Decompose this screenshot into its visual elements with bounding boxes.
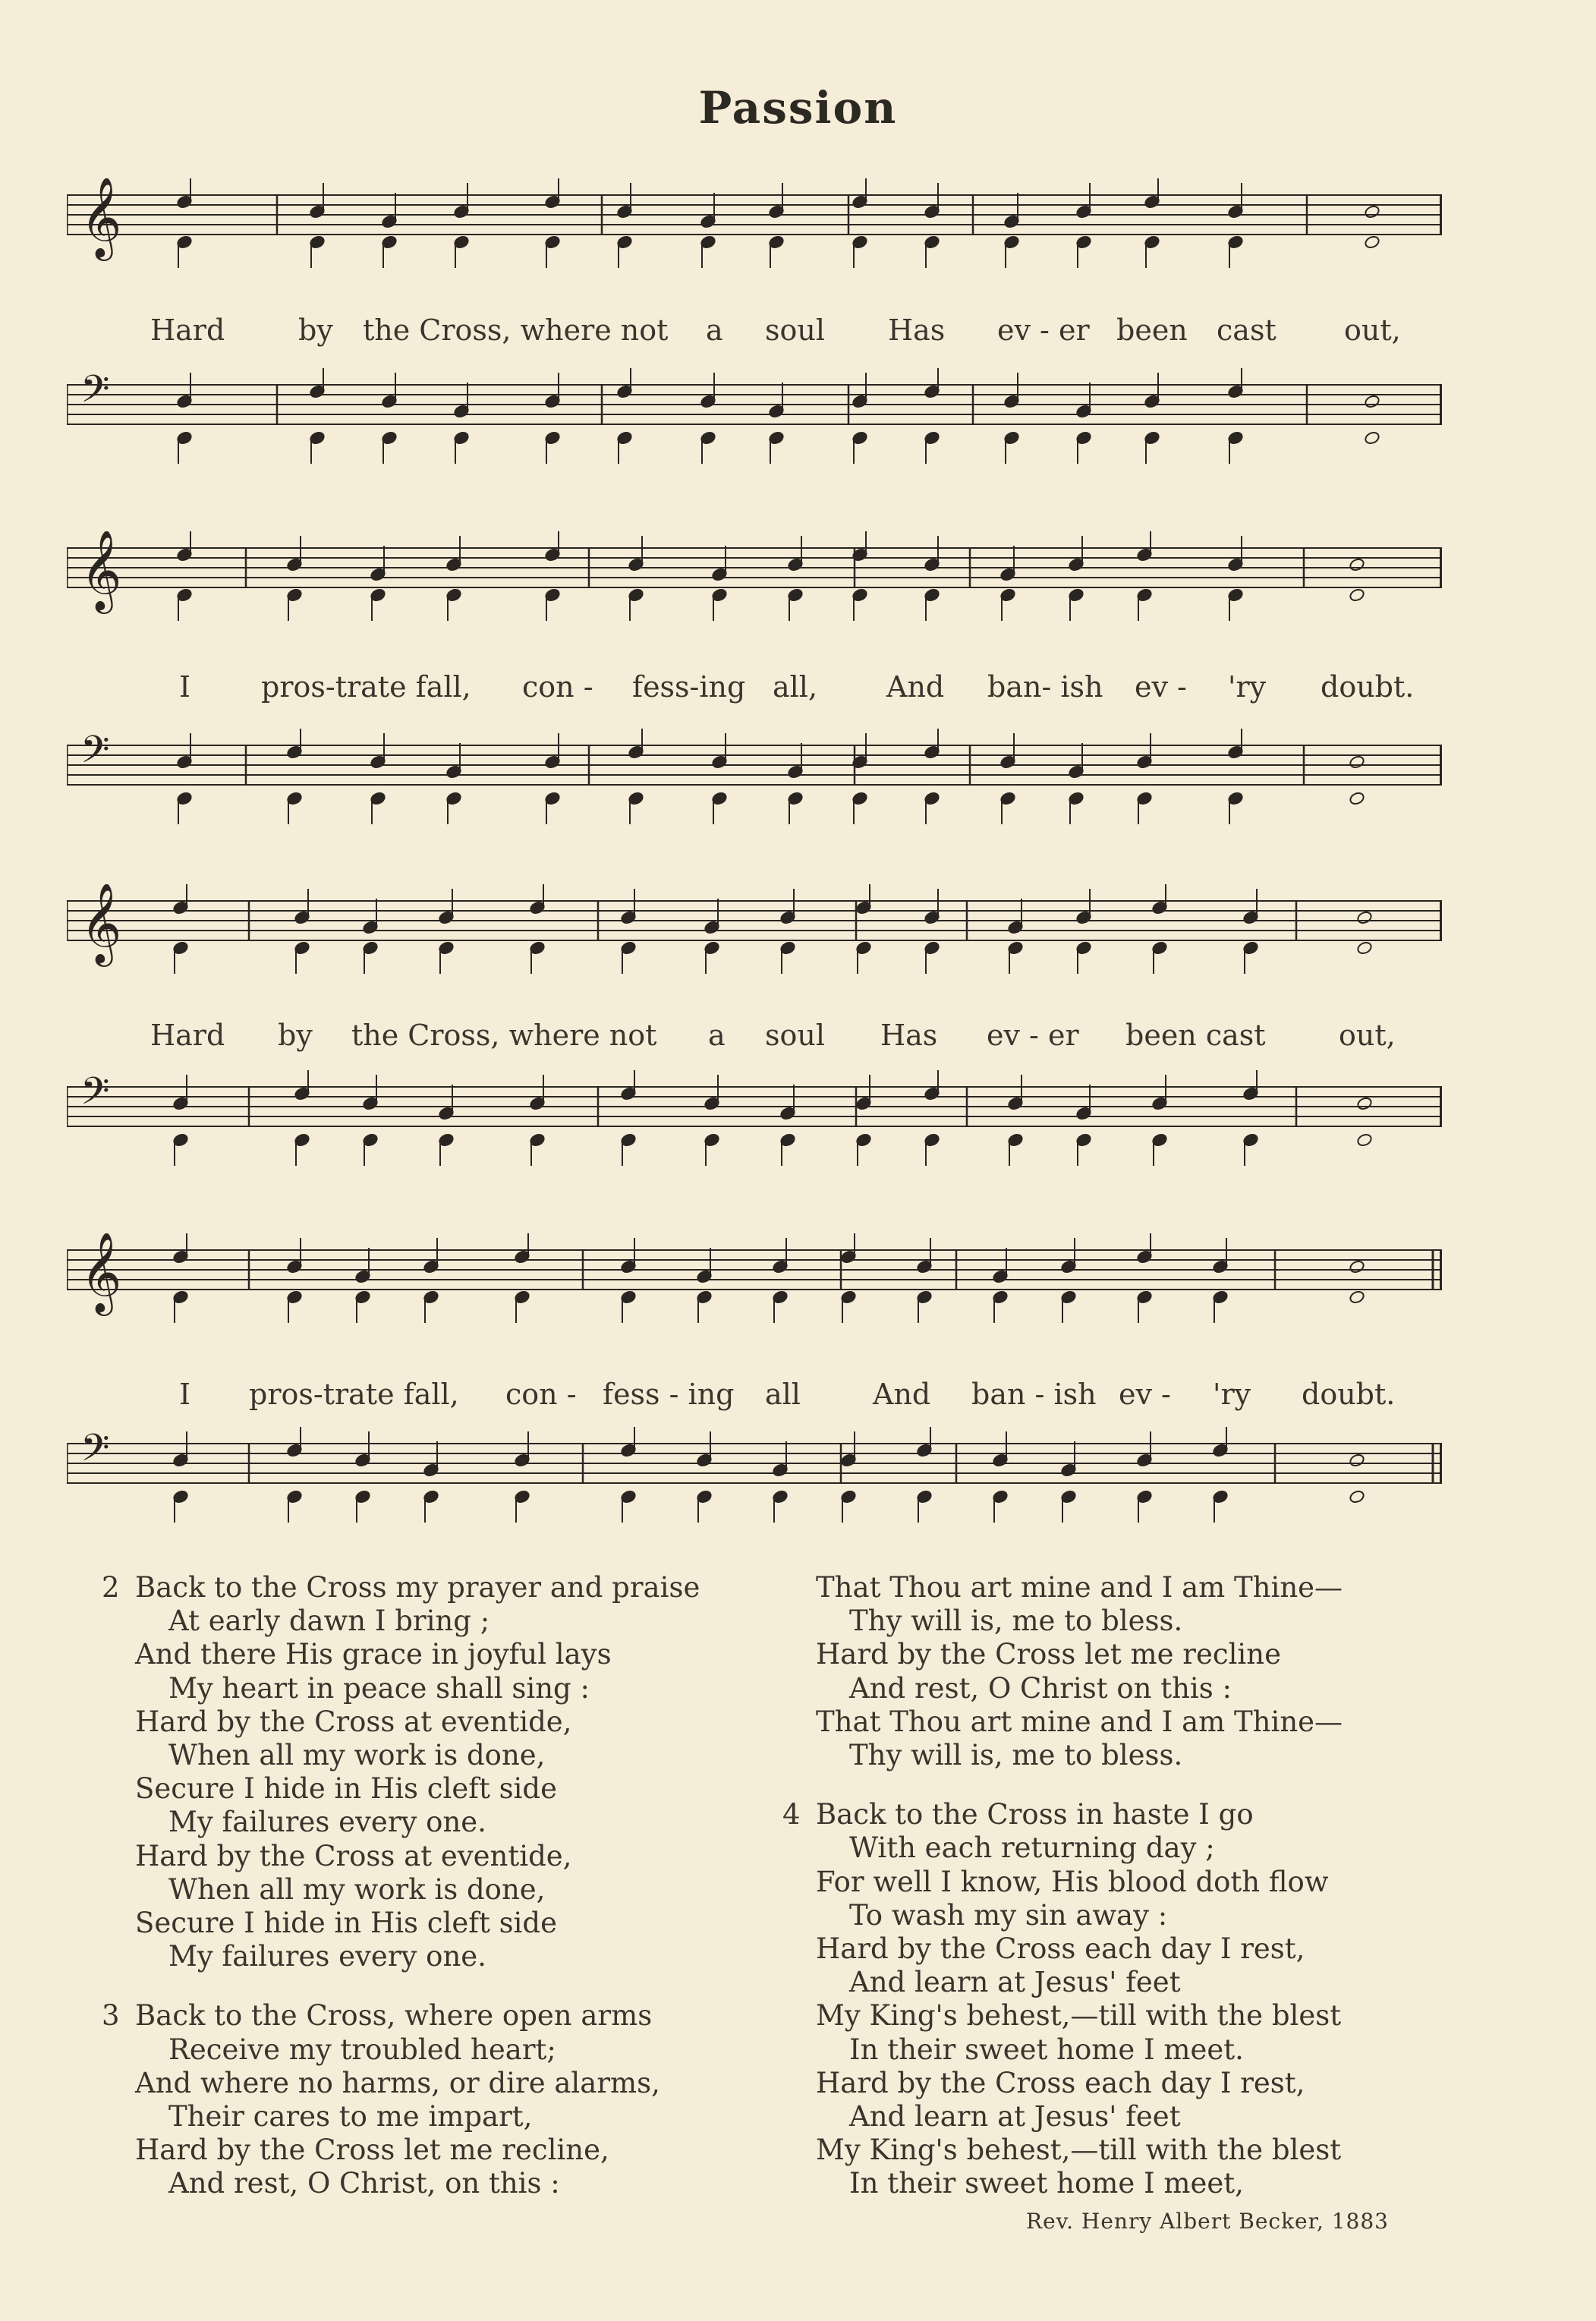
stanza-3-continued: [816, 1571, 1453, 1772]
lyric-word: soul: [765, 1019, 826, 1052]
treble-staff: [67, 178, 1442, 292]
lyric-word: pros-trate fall,: [261, 670, 471, 704]
bass-clef-icon: 𝄢: [80, 1070, 110, 1123]
lyric-word: the Cross, where not: [351, 1019, 657, 1052]
lyric-word: out,: [1344, 313, 1401, 347]
verse-line: My heart in peace shall sing :: [168, 1671, 590, 1705]
verse-line: And where no harms, or dire alarms,: [135, 2066, 660, 2099]
stanza-3: [102, 1999, 773, 2200]
lyric-word: 'ry: [1228, 670, 1267, 704]
verse-line: Receive my troubled heart;: [168, 2033, 556, 2066]
treble-clef-icon: 𝄞: [80, 531, 122, 610]
verse-line: Their cares to me impart,: [168, 2100, 533, 2134]
stanza-number: 3: [102, 1999, 120, 2033]
stanza-number: 4: [782, 1798, 801, 1831]
treble-clef-icon: 𝄞: [80, 178, 122, 257]
note-head: [1364, 204, 1380, 219]
lyrics-line-4: [67, 1378, 1442, 1423]
lyric-word: fess-ing: [632, 670, 746, 704]
verse-line: Thy will is, me to bless.: [849, 1739, 1183, 1772]
lyric-word: I: [179, 1378, 191, 1411]
verse-line: Hard by the Cross each day I rest,: [816, 2066, 1305, 2099]
treble-staff: [67, 884, 1442, 998]
lyric-word: Hard: [150, 1019, 225, 1052]
lyric-word: the Cross, where not: [363, 313, 669, 347]
treble-clef-icon: 𝄞: [80, 884, 122, 963]
verse-line: My failures every one.: [168, 1940, 486, 1973]
bass-staff: [67, 1070, 1442, 1192]
lyric-word: ev -: [1135, 670, 1187, 704]
verse-line: Secure I hide in His cleft side: [135, 1907, 557, 1940]
note-head: [1364, 430, 1380, 445]
note-head: [1349, 791, 1365, 805]
verse-line: To wash my sin away :: [849, 1898, 1168, 1932]
lyric-word: by: [298, 313, 333, 347]
treble-clef-icon: 𝄞: [80, 1233, 122, 1312]
verse-line: My King's behest,—till with the blest: [816, 1999, 1342, 2033]
lyric-word: 'ry: [1213, 1378, 1251, 1411]
lyrics-line-3: [67, 1019, 1442, 1064]
verse-line: My King's behest,—till with the blest: [816, 2134, 1342, 2167]
verse-line: And learn at Jesus' feet: [849, 2100, 1181, 2134]
lyric-word: I: [179, 670, 191, 704]
verses-left-column: [102, 1571, 773, 2227]
note-head: [1349, 557, 1365, 572]
verse-line: And there His grace in joyful lays: [135, 1638, 612, 1671]
lyric-word: And: [886, 670, 945, 704]
lyric-word: ban- ish: [987, 670, 1103, 704]
verse-line: With each returning day ;: [849, 1831, 1215, 1865]
note-head: [1364, 394, 1380, 408]
lyric-word: ev -: [1119, 1378, 1171, 1411]
verse-line: Hard by the Cross each day I rest,: [816, 1932, 1305, 1966]
lyric-word: been: [1116, 313, 1188, 347]
verse-line: My failures every one.: [168, 1806, 486, 1839]
lyric-word: Has: [880, 1019, 938, 1052]
lyric-word: doubt.: [1321, 670, 1415, 704]
lyric-word: by: [278, 1019, 313, 1052]
note-head: [1349, 1259, 1365, 1274]
hymn-title: Passion: [698, 82, 898, 134]
bass-staff: [67, 1427, 1442, 1556]
author-credit: Rev. Henry Albert Becker, 1883: [1025, 2209, 1389, 2234]
verse-line: Secure I hide in His cleft side: [135, 1772, 557, 1806]
verse-line: And rest, O Christ, on this :: [168, 2167, 560, 2200]
verse-line: Back to the Cross in haste I go: [816, 1798, 1254, 1831]
stanza-4: [782, 1798, 1453, 2200]
note-head: [1356, 1132, 1373, 1147]
lyric-word: all: [765, 1378, 801, 1411]
lyric-word: ban - ish: [971, 1378, 1097, 1411]
verse-line: At early dawn I bring ;: [168, 1605, 490, 1638]
lyric-word: been cast: [1125, 1019, 1266, 1052]
verse-line: When all my work is done,: [168, 1872, 546, 1906]
verse-line: That Thou art mine and I am Thine—: [816, 1571, 1343, 1604]
lyric-word: a: [708, 1019, 726, 1052]
bass-staff: [67, 729, 1442, 827]
bass-clef-icon: 𝄢: [80, 368, 110, 420]
verse-line: Hard by the Cross let me recline,: [135, 2134, 609, 2167]
verse-line: For well I know, His blood doth flow: [816, 1865, 1329, 1898]
lyrics-line-2: [67, 670, 1442, 716]
lyric-word: cast: [1217, 313, 1276, 347]
bass-clef-icon: 𝄢: [80, 729, 110, 781]
note-head: [1349, 754, 1365, 769]
verse-line: Back to the Cross my prayer and praise: [135, 1571, 700, 1604]
bass-staff: [67, 368, 1442, 467]
treble-staff: [67, 531, 1442, 645]
lyric-word: Hard: [150, 313, 225, 347]
lyric-word: all,: [773, 670, 818, 704]
note-head: [1356, 1096, 1373, 1110]
lyrics-line-1: [67, 313, 1442, 359]
note-head: [1356, 910, 1373, 924]
bass-clef-icon: 𝄢: [80, 1427, 110, 1479]
note-head: [1356, 940, 1373, 955]
note-head: [1364, 235, 1380, 249]
lyric-word: Has: [888, 313, 946, 347]
verse-line: And rest, O Christ on this :: [849, 1671, 1232, 1705]
lyric-word: con -: [505, 1378, 577, 1411]
lyric-word: ev - er: [997, 313, 1090, 347]
verse-line: Thy will is, me to bless.: [849, 1605, 1183, 1638]
lyric-word: fess - ing: [603, 1378, 735, 1411]
lyric-word: soul: [765, 313, 826, 347]
stanza-number: 2: [102, 1571, 120, 1604]
verse-line: When all my work is done,: [168, 1739, 546, 1772]
note-head: [1349, 1290, 1365, 1304]
lyric-word: out,: [1339, 1019, 1396, 1052]
note-head: [1349, 1453, 1365, 1467]
verses-right-column: [782, 1571, 1453, 2227]
verse-line: Hard by the Cross at eventide,: [135, 1705, 572, 1738]
treble-staff: [67, 1233, 1442, 1370]
note-head: [1349, 1489, 1365, 1504]
verse-line: In their sweet home I meet.: [849, 2033, 1244, 2066]
verse-line: Hard by the Cross let me recline: [816, 1638, 1281, 1671]
lyric-word: con -: [522, 670, 593, 704]
lyric-word: ev - er: [987, 1019, 1079, 1052]
verse-line: That Thou art mine and I am Thine—: [816, 1705, 1343, 1738]
verse-line: In their sweet home I meet,: [849, 2167, 1244, 2200]
lyric-word: doubt.: [1302, 1378, 1396, 1411]
verse-line: Hard by the Cross at eventide,: [135, 1839, 572, 1872]
lyric-word: pros-trate fall,: [249, 1378, 459, 1411]
verse-line: Back to the Cross, where open arms: [135, 1999, 653, 2033]
stanza-2: [102, 1571, 773, 1973]
lyric-word: a: [706, 313, 723, 347]
verse-line: And learn at Jesus' feet: [849, 1966, 1181, 1999]
note-head: [1349, 587, 1365, 602]
lyric-word: And: [873, 1378, 931, 1411]
